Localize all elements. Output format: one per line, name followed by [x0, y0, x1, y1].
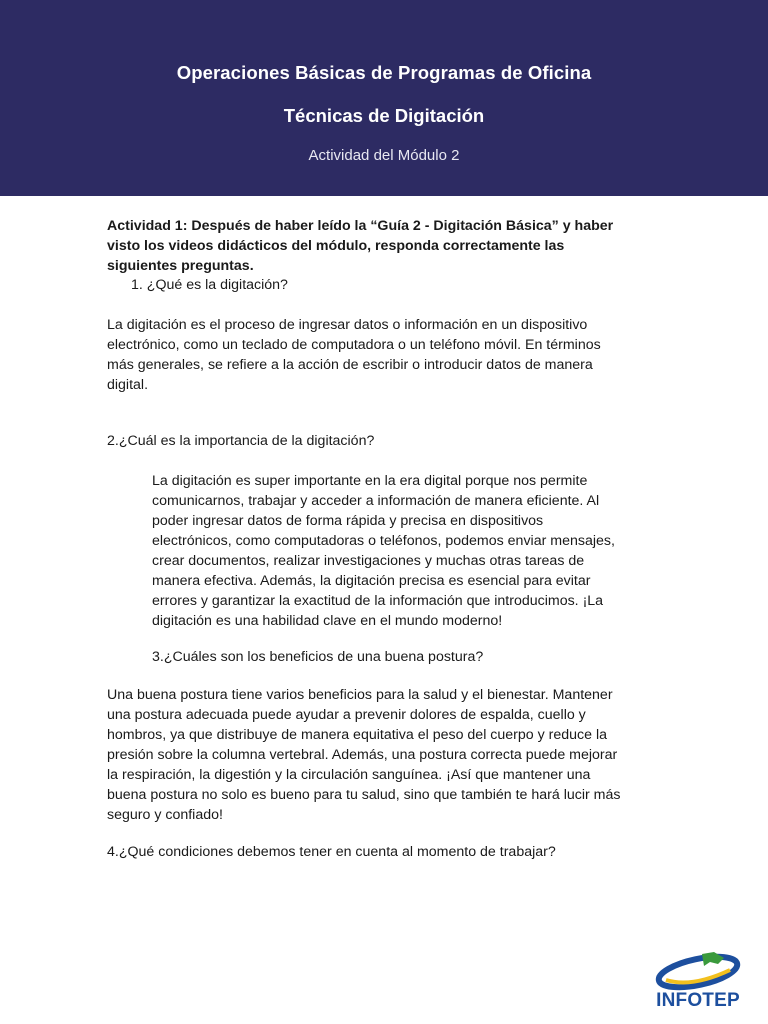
logo-wordmark: INFOTEP	[656, 990, 740, 1011]
activity-label: Actividad del Módulo 2	[308, 147, 460, 164]
question-1: 1. ¿Qué es la digitación?	[131, 277, 288, 293]
question-4: 4.¿Qué condiciones debemos tener en cuenta al momento de trabajar?	[107, 844, 556, 860]
answer-line: presión sobre la columna vertebral. Además, una postura correcta puede mejorar	[107, 747, 618, 763]
header-banner	[0, 0, 768, 196]
logo-emblem-icon	[652, 948, 744, 994]
document-subtitle: Técnicas de Digitación	[283, 105, 485, 126]
answer-line: digitación es una habilidad clave en el mundo moderno!	[152, 613, 503, 629]
answer-line: la respiración, la digestión y la circulación sanguínea. ¡Así que mantener una	[107, 767, 591, 783]
answer-line: digital.	[107, 377, 149, 393]
answer-line: crear documentos, realizar investigaciones y muchas otras tareas de	[152, 553, 585, 569]
question-3: 3.¿Cuáles son los beneficios de una buena postura?	[152, 649, 484, 665]
question-2: 2.¿Cuál es la importancia de la digitación?	[107, 433, 375, 449]
answer-line: más generales, se refiere a la acción de escribir o introducir datos de manera	[107, 357, 593, 373]
answer-line: errores y garantizar la exactitud de la información que introducimos. ¡La	[152, 593, 604, 609]
answer-line: electrónico, como un teclado de computadora o un teléfono móvil. En términos	[107, 337, 601, 353]
answer-1	[107, 315, 667, 395]
intro-line: siguientes preguntas.	[107, 258, 254, 274]
answer-line: electrónicos, como computadoras o teléfonos, podemos enviar mensajes,	[152, 533, 615, 549]
infotep-logo	[652, 948, 744, 1016]
answer-line: poder ingresar datos de forma rápida y precisa en dispositivos	[152, 513, 544, 529]
answer-2	[152, 471, 662, 631]
answer-line: comunicarnos, trabajar y acceder a información de manera eficiente. Al	[152, 493, 600, 509]
answer-line: La digitación es super importante en la era digital porque nos permite	[152, 473, 588, 489]
answer-line: La digitación es el proceso de ingresar datos o información en un dispositivo	[107, 317, 588, 333]
answer-line: manera efectiva. Además, la digitación precisa es esencial para evitar	[152, 573, 591, 589]
answer-line: buena postura no solo es bueno para tu salud, sino que también te hará lucir más	[107, 787, 621, 803]
answer-line: Una buena postura tiene varios beneficios para la salud y el bienestar. Mantener	[107, 687, 613, 703]
intro-paragraph	[107, 216, 667, 276]
answer-3	[107, 685, 667, 825]
intro-line: visto los videos didácticos del módulo, responda correctamente las	[107, 238, 565, 254]
intro-line: Actividad 1: Después de haber leído la “Guía 2 - Digitación Básica” y haber	[107, 218, 614, 234]
answer-line: seguro y confiado!	[107, 807, 223, 823]
answer-line: una postura adecuada puede ayudar a prevenir dolores de espalda, cuello y	[107, 707, 586, 723]
answer-line: hombros, ya que distribuye de manera equitativa el peso del cuerpo y reduce la	[107, 727, 608, 743]
document-title: Operaciones Básicas de Programas de Oficina	[176, 62, 592, 83]
